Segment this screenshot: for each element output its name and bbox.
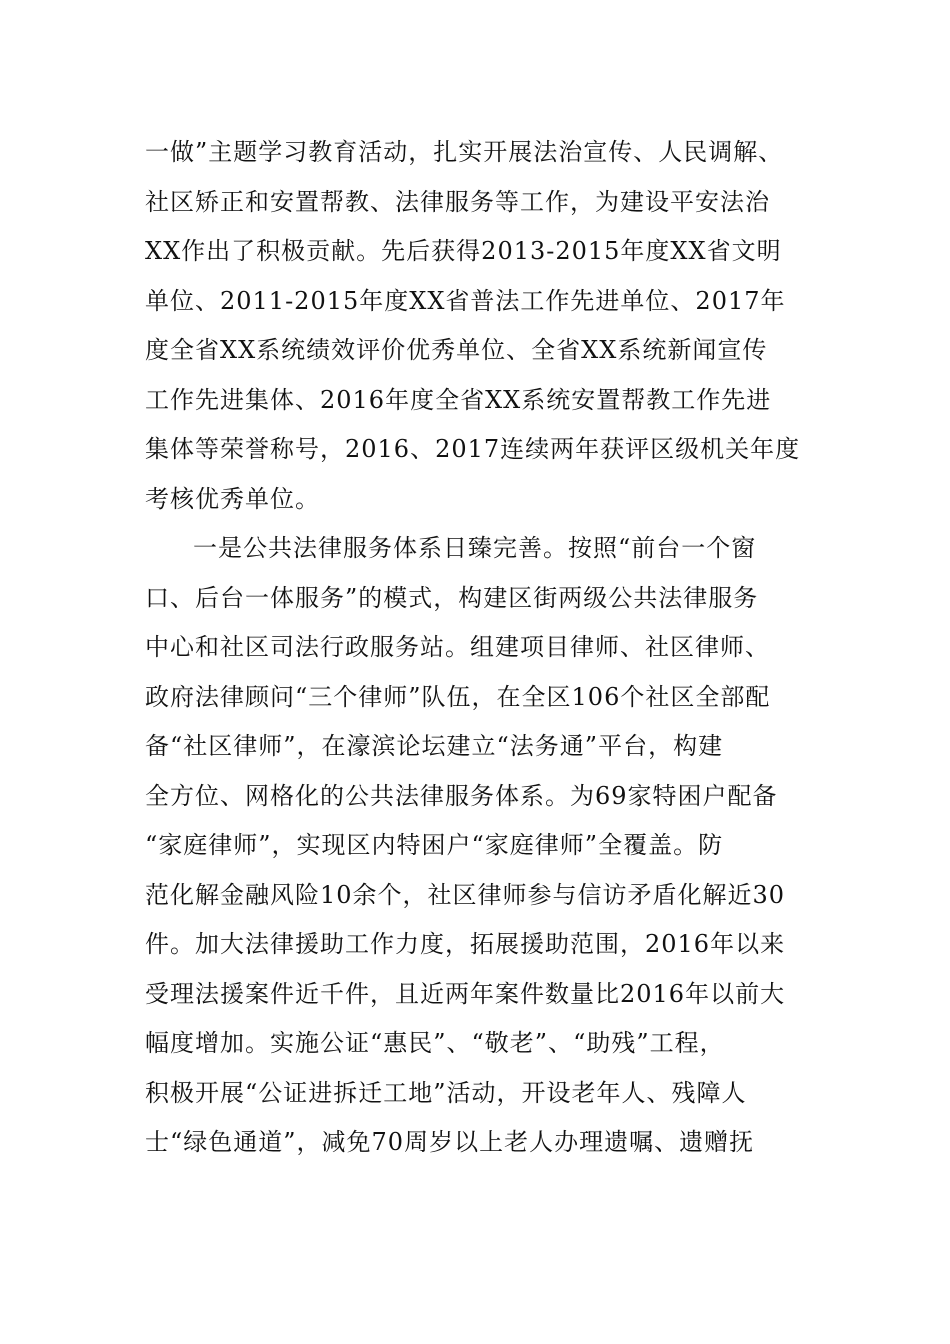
text-line: 单位、2011-2015年度XX省普法工作先进单位、2017年 [145, 286, 786, 315]
text-line: 积极开展“公证进拆迁工地”活动，开设老年人、残障人 [145, 1078, 747, 1107]
text-line: 受理法援案件近千件，且近两年案件数量比2016年以前大 [145, 979, 786, 1008]
text-line: XX作出了积极贡献。先后获得2013-2015年度XX省文明 [145, 237, 782, 265]
text-line: 社区矫正和安置帮教、法律服务等工作，为建设平安法治 [145, 187, 770, 216]
text-line: 度全省XX系统绩效评价优秀单位、全省XX系统新闻宣传 [145, 336, 768, 364]
text-line: 考核优秀单位。 [145, 484, 320, 513]
paragraph-legal-services [145, 524, 805, 1168]
text-line: 政府法律顾问“三个律师”队伍，在全区106个社区全部配 [145, 682, 771, 711]
text-line: 口、后台一体服务”的模式，构建区街两级公共法律服务 [145, 583, 759, 612]
text-line: 集体等荣誉称号，2016、2017连续两年获评区级机关年度 [145, 435, 801, 463]
text-line: 一是公共法律服务体系日臻完善。按照“前台一个窗 [193, 534, 757, 562]
text-line: 全方位、网格化的公共法律服务体系。为69家特困户配备 [145, 781, 778, 810]
text-line: 中心和社区司法行政服务站。组建项目律师、社区律师、 [145, 633, 770, 661]
text-line: 士“绿色通道”，减免70周岁以上老人办理遗嘱、遗赠抚 [145, 1128, 755, 1156]
text-line: 幅度增加。实施公证“惠民”、“敬老”、“助残”工程， [145, 1029, 725, 1057]
paragraph-intro [145, 128, 805, 524]
text-line: 一做”主题学习教育活动，扎实开展法治宣传、人民调解、 [145, 138, 784, 166]
text-line: 工作先进集体、2016年度全省XX系统安置帮教工作先进 [145, 385, 772, 414]
text-line: 范化解金融风险10余个，社区律师参与信访矛盾化解近30 [145, 880, 786, 909]
text-line: 备“社区律师”，在濠滨论坛建立“法务通”平台，构建 [145, 732, 724, 760]
text-line: “家庭律师”，实现区内特困户“家庭律师”全覆盖。防 [145, 831, 724, 859]
text-line: 件。加大法律援助工作力度，拓展援助范围，2016年以来 [145, 930, 786, 958]
